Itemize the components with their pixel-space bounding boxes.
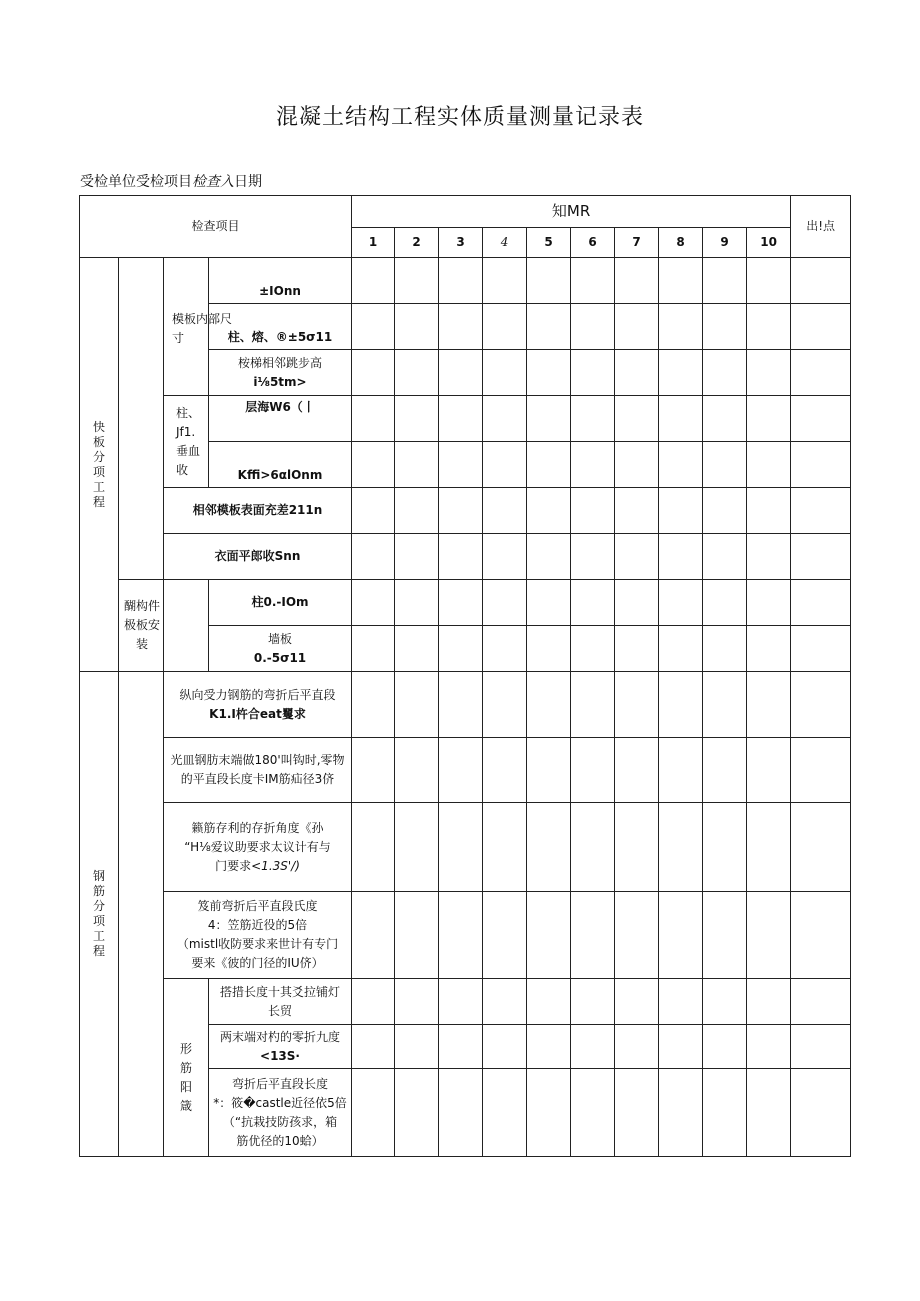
empty-cell (119, 672, 164, 1157)
rebar-r4: 笈前弯折后平直段氏度 4：笠筋近役的5倍 （mistl收防要求来世计有专门 要来《彼的门径的IU侪） (164, 892, 352, 979)
rebar-r1: 纵向受力钢筋的弯折后平直段 K1.I杵合eat矍求 (164, 672, 352, 738)
rebar-r5: 搭措长度十其爻拉铺灯 长贸 (209, 979, 352, 1025)
col-1: 1 (352, 228, 395, 258)
rebar-r3: 籁筋存利的存折角度《孙 “H⅛爱议助要求太议计有与 门要求<1.3S'/) (164, 803, 352, 892)
formwork-r8: 柱0.-IOm (209, 580, 352, 626)
table-row (80, 738, 851, 803)
col-4: 4 (483, 228, 527, 258)
col-10: 10 (747, 228, 791, 258)
formwork-r9: 墙板 0.-5σ11 (209, 626, 352, 672)
empty-cell (164, 580, 209, 672)
col-7: 7 (615, 228, 659, 258)
section-rebar: 钢筋分项工程 (80, 672, 119, 1157)
header-item: 检查项目 (80, 196, 352, 258)
formwork-inner-size-label: 模板内部尺寸 (172, 312, 233, 345)
table-row (80, 488, 851, 534)
formwork-r7: 衣面平郎收Snn (164, 534, 352, 580)
table-row (80, 979, 851, 1025)
rebar-shape: 形筋阳箴 (164, 979, 209, 1157)
table-row (80, 396, 851, 442)
col-8: 8 (659, 228, 703, 258)
table-row (80, 672, 851, 738)
table-row (80, 258, 851, 304)
subtitle-italic: 检查入 (192, 174, 234, 190)
col-5: 5 (527, 228, 571, 258)
formwork-col-vertical: 柱、Jf1. 垂血收 (164, 396, 209, 488)
section-formwork: 快板分项工程 (80, 258, 119, 672)
formwork-r3: 桉梯相邻跳步高 i⅛5tm> (209, 350, 352, 396)
formwork-r4: 层海W6（丨 (209, 396, 352, 442)
rebar-r7: 弯折后平直段长度 *：筱�castle近径依5倍 （“抗栽技防孩求，箱 筋优径的10蛤） (209, 1069, 352, 1157)
header-last: 出!点 (791, 196, 851, 258)
subtitle-main: 受检单位受检项目 (80, 174, 192, 190)
formwork-r6: 相邻模板表面充差211n (164, 488, 352, 534)
page-title: 混凝土结构工程实体质量测量记录表 (275, 105, 644, 130)
rebar-r2: 光皿钢肪末端做180'叫钩时,零物 的平直段长度卡IM筋疝径3侪 (164, 738, 352, 803)
formwork-r5: Kffi>6αlOnm (209, 442, 352, 488)
header-measure-group: 知MR (352, 196, 791, 228)
table-row (80, 580, 851, 626)
subtitle (80, 171, 262, 191)
empty-cell (119, 258, 164, 580)
col-3: 3 (439, 228, 483, 258)
col-6: 6 (571, 228, 615, 258)
col-9: 9 (703, 228, 747, 258)
table-row (80, 534, 851, 580)
col-2: 2 (395, 228, 439, 258)
formwork-r2: 柱、熔、®±5σ11 (209, 304, 352, 350)
rebar-r6: 两末端对杓的零折九度 <13S· (209, 1025, 352, 1069)
subtitle-end: 日期 (234, 174, 262, 190)
table-row (80, 892, 851, 979)
table-row (80, 803, 851, 892)
formwork-r1: ±IOnn (209, 258, 352, 304)
formwork-precast: 醐构件极板安装 (119, 580, 164, 672)
